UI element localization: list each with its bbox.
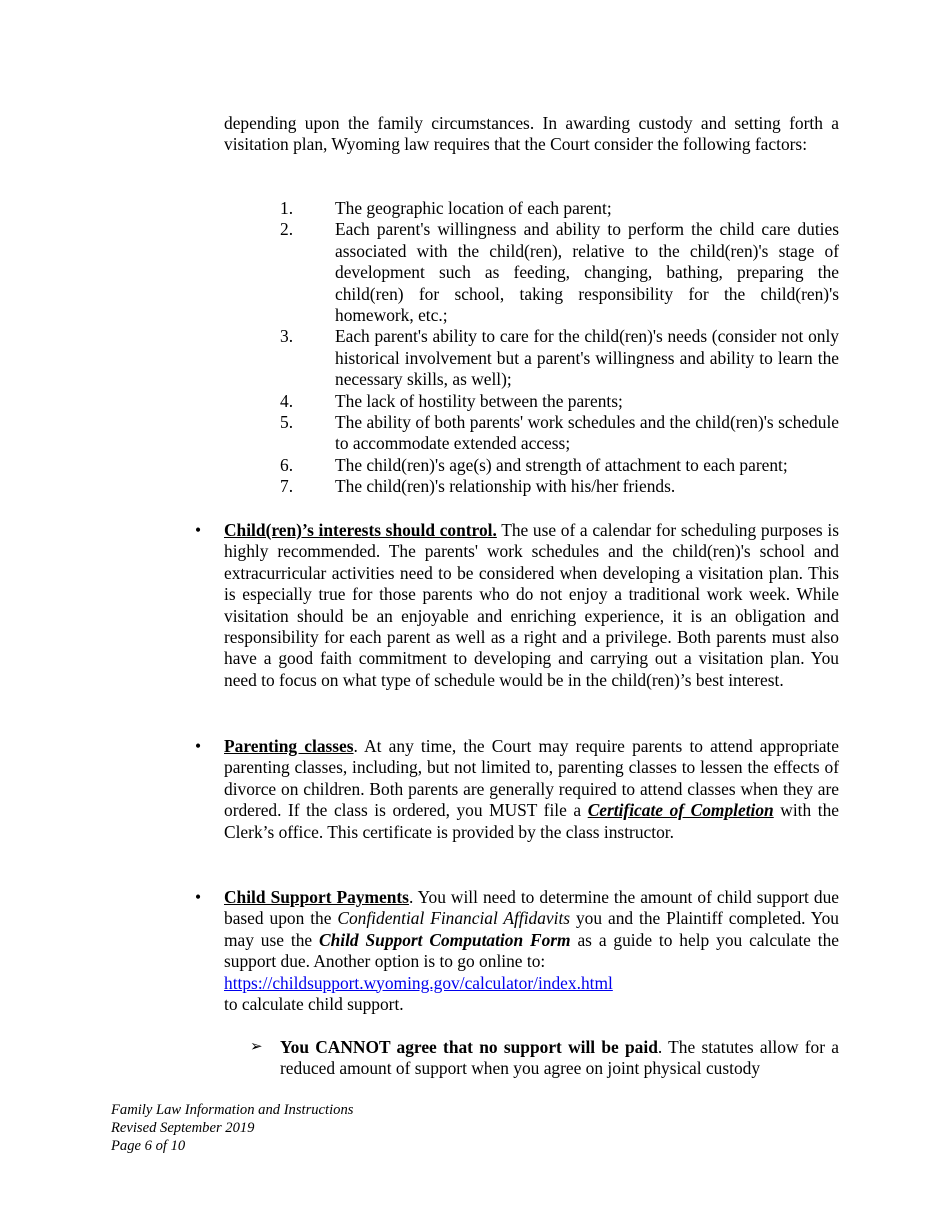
interests-text: The use of a calendar for scheduling purposes is highly recommended. The parents' work schedules and the child(ren)'s school and extracurricular activities need to be considered when developing a visitation plan. This is especially true for those parents who do not enjoy a traditional work week. While visitation should be an enjoyable and enriching experience, it is an obligation and responsibility for each parent as well as a right and a privilege. Both parents must also have a good faith commitment to developing and carrying out a visitation plan. You need to focus on what type of schedule would be in the child(ren)’s best interest. bbox=[224, 520, 839, 690]
parenting-text: . At any time, the Court may require parents to attend appropriate parenting classes, including, but not limited to, parenting classes to lessen the effects of divorce on children. Both parents are generally required to attend classes when they are ordered. If the class is ordered, you MUST file a bbox=[224, 736, 839, 821]
affidavits-title: Confidential Financial Affidavits bbox=[337, 908, 571, 929]
support-text-2: you and the Plaintiff completed. You may use the bbox=[224, 908, 839, 950]
calculator-link[interactable]: https://childsupport.wyoming.gov/calculator/index.html bbox=[224, 972, 613, 993]
parenting-bullet bbox=[195, 736, 840, 843]
factor-number: 2. bbox=[280, 219, 294, 240]
support-text: . You will need to determine the amount of child support due based upon the bbox=[224, 887, 839, 929]
form-title: Child Support Computation Form bbox=[318, 929, 571, 950]
factor-text: Each parent's willingness and ability to perform the child care duties associated with the child(ren), relative to the child(ren)'s stage of development such as feeding, changing, bathing, preparing the child(ren) for school, taking responsibility for the child(ren)'s homework, etc.; bbox=[335, 219, 839, 326]
bullet-dot: • bbox=[195, 736, 202, 756]
factor-number: 3. bbox=[280, 326, 294, 347]
intro-paragraph: depending upon the family circumstances. In awarding custody and setting forth a visitation plan, Wyoming law requires that the Court consider the following factors: bbox=[224, 113, 839, 155]
no-support-sub-bullet bbox=[250, 1037, 839, 1080]
footer-title: Family Law Information and Instructions bbox=[111, 1102, 354, 1118]
factor-text: The lack of hostility between the parents; bbox=[335, 390, 623, 411]
footer-page-number: Page 6 of 10 bbox=[111, 1138, 186, 1154]
footer-revision: Revised September 2019 bbox=[111, 1120, 255, 1136]
factors-list bbox=[224, 198, 839, 498]
certificate-title: Certificate of Completion bbox=[587, 800, 774, 821]
factor-text: The child(ren)'s relationship with his/her friends. bbox=[335, 476, 676, 497]
list-item bbox=[224, 455, 839, 476]
list-item bbox=[224, 326, 839, 390]
support-bullet bbox=[195, 887, 839, 1015]
factor-number: 4. bbox=[280, 390, 294, 411]
list-item bbox=[224, 412, 839, 455]
no-support-heading: You CANNOT agree that no support will be paid bbox=[280, 1037, 658, 1057]
support-after-text: to calculate child support. bbox=[224, 994, 404, 1015]
list-item bbox=[224, 198, 839, 219]
interests-bullet bbox=[195, 520, 839, 691]
bullet-dot: • bbox=[195, 887, 202, 907]
list-item bbox=[224, 391, 839, 412]
support-text-3: as a guide to help you calculate the support due. Another option is to go online to: bbox=[224, 929, 839, 972]
no-support-text: . The statutes allow for a reduced amount of support when you agree on joint physical custody bbox=[280, 1037, 839, 1079]
factor-number: 1. bbox=[280, 198, 294, 218]
factor-text: Each parent's ability to care for the child(ren)'s needs (consider not only historical involvement but a parent's willingness and ability to learn the necessary skills, as well); bbox=[335, 326, 839, 390]
bullet-dot: • bbox=[195, 520, 202, 540]
factor-number: 5. bbox=[280, 412, 294, 433]
list-item bbox=[224, 219, 839, 326]
interests-heading: Child(ren)’s interests should control. bbox=[224, 520, 497, 540]
list-item bbox=[224, 476, 839, 497]
parenting-heading: Parenting classes bbox=[224, 736, 354, 756]
parenting-text-end: with the Clerk’s office. This certificate is provided by the class instructor. bbox=[224, 800, 840, 842]
factor-text: The child(ren)'s age(s) and strength of attachment to each parent; bbox=[335, 454, 788, 475]
support-heading: Child Support Payments bbox=[224, 887, 409, 907]
factor-text: The geographic location of each parent; bbox=[335, 198, 612, 218]
arrow-bullet-icon: ➢ bbox=[250, 1039, 263, 1055]
factor-number: 7. bbox=[280, 476, 294, 497]
factor-text: The ability of both parents' work schedules and the child(ren)'s schedule to accommodate extended access; bbox=[335, 412, 839, 454]
page-footer bbox=[111, 1101, 353, 1155]
factor-number: 6. bbox=[280, 454, 294, 475]
